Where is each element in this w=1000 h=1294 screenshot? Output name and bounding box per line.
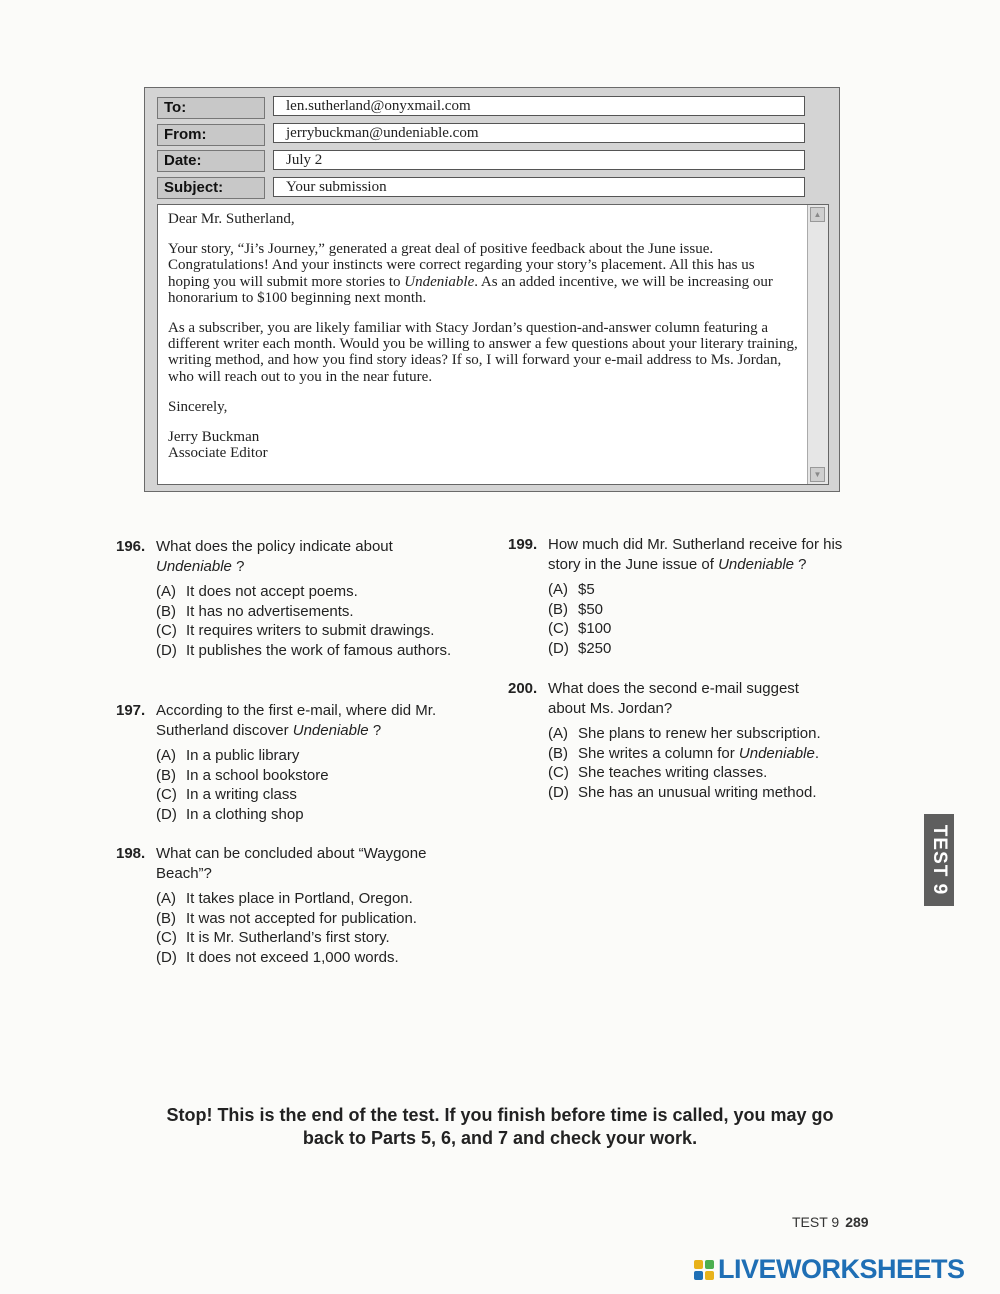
option-a[interactable]: (A) She plans to renew her subscription. [548, 725, 821, 742]
signature-name: Jerry Buckman [168, 429, 260, 446]
option-d[interactable]: (D) In a clothing shop [156, 805, 304, 823]
question-number: 196. [116, 538, 146, 555]
page-footer: TEST 9 289 [792, 1214, 869, 1230]
email-paragraph-1: Your story, “Ji’s Journey,” generated a great deal of positive feedback about the June issue. Congratulations! And your instincts were correct regarding your story’s placement. All this has us hoping you will submit more stories to Undeniable. As an added incentive, we will be increasing our honorarium to $100 beginning next month. [168, 241, 773, 306]
option-a[interactable]: (A) In a public library [156, 747, 300, 764]
question-number: 198. [116, 845, 146, 862]
subject-field: Your submission [273, 177, 805, 197]
logo-grid-icon [694, 1260, 714, 1280]
option-d[interactable]: (D) It does not exceed 1,000 words. [156, 948, 399, 966]
stop-notice: Stop! This is the end of the test. If you finish before time is called, you may go back to Parts 5, 6, and 7 and check your work. [166, 1105, 834, 1148]
subject-label: Subject: [157, 177, 265, 199]
email-closing: Sincerely, [168, 398, 228, 415]
option-d[interactable]: (D) She has an unusual writing method. [548, 783, 817, 801]
question-number: 197. [116, 702, 146, 719]
scroll-up-icon[interactable]: ▲ [810, 207, 825, 222]
option-c[interactable]: (C) $100 [548, 620, 612, 637]
email-paragraph-2: As a subscriber, you are likely familiar with Stacy Jordan’s question-and-answer column featuring a different writer each month. Would you be willing to answer a few questions about your literary training, writing method, and how you find story ideas? If so, I will forward your e-mail address to Ms. Jordan, who will reach out to you in the near future. [168, 320, 798, 385]
email-body [157, 204, 829, 485]
option-c[interactable]: (C) In a writing class [156, 786, 297, 803]
option-c[interactable]: (C) She teaches writing classes. [548, 764, 768, 781]
option-b[interactable]: (B) In a school bookstore [156, 766, 329, 784]
to-label: To: [157, 97, 265, 119]
email-greeting: Dear Mr. Sutherland, [168, 211, 295, 227]
email-scrollbar[interactable] [807, 205, 828, 484]
option-a[interactable]: (A) It takes place in Portland, Oregon. [156, 890, 413, 907]
question-196 [116, 537, 476, 660]
option-a[interactable]: (A) $5 [548, 581, 595, 598]
test-side-tab: TEST 9 [924, 814, 954, 906]
from-label: From: [157, 124, 265, 146]
to-field: len.sutherland@onyxmail.com [273, 96, 805, 116]
date-field: July 2 [273, 150, 805, 170]
option-b[interactable]: (B) $50 [548, 600, 604, 618]
option-b[interactable]: (B) It has no advertisements. [156, 602, 354, 620]
question-number: 199. [508, 536, 538, 553]
question-text: According to the first e-mail, where did Mr. Sutherland discover Undeniable ? [156, 702, 437, 739]
option-d[interactable]: (D) It publishes the work of famous authors. [156, 641, 452, 659]
question-text: What can be concluded about “Waygone Beach”? [156, 845, 427, 882]
question-number: 200. [508, 680, 538, 697]
question-text: What does the second e-mail suggest about Ms. Jordan? [548, 680, 799, 717]
scroll-down-icon[interactable]: ▼ [810, 467, 825, 482]
email-window [144, 87, 840, 492]
option-c[interactable]: (C) It is Mr. Sutherland’s first story. [156, 929, 390, 946]
question-text: How much did Mr. Sutherland receive for his story in the June issue of Undeniable ? [548, 536, 843, 573]
question-199 [508, 535, 878, 658]
option-b[interactable]: (B) She writes a column for Undeniable. [548, 744, 819, 762]
option-d[interactable]: (D) $250 [548, 639, 612, 657]
signature-title: Associate Editor [168, 445, 268, 462]
option-a[interactable]: (A) It does not accept poems. [156, 583, 358, 600]
question-197 [116, 701, 456, 824]
option-b[interactable]: (B) It was not accepted for publication. [156, 909, 417, 927]
option-c[interactable]: (C) It requires writers to submit drawings. [156, 622, 435, 639]
date-label: Date: [157, 150, 265, 172]
question-198 [116, 844, 466, 967]
question-text: What does the policy indicate about Undeniable ? [156, 538, 393, 575]
from-field: jerrybuckman@undeniable.com [273, 123, 805, 143]
question-200 [508, 679, 888, 802]
liveworksheets-logo: LIVEWORKSHEETS [694, 1254, 965, 1285]
